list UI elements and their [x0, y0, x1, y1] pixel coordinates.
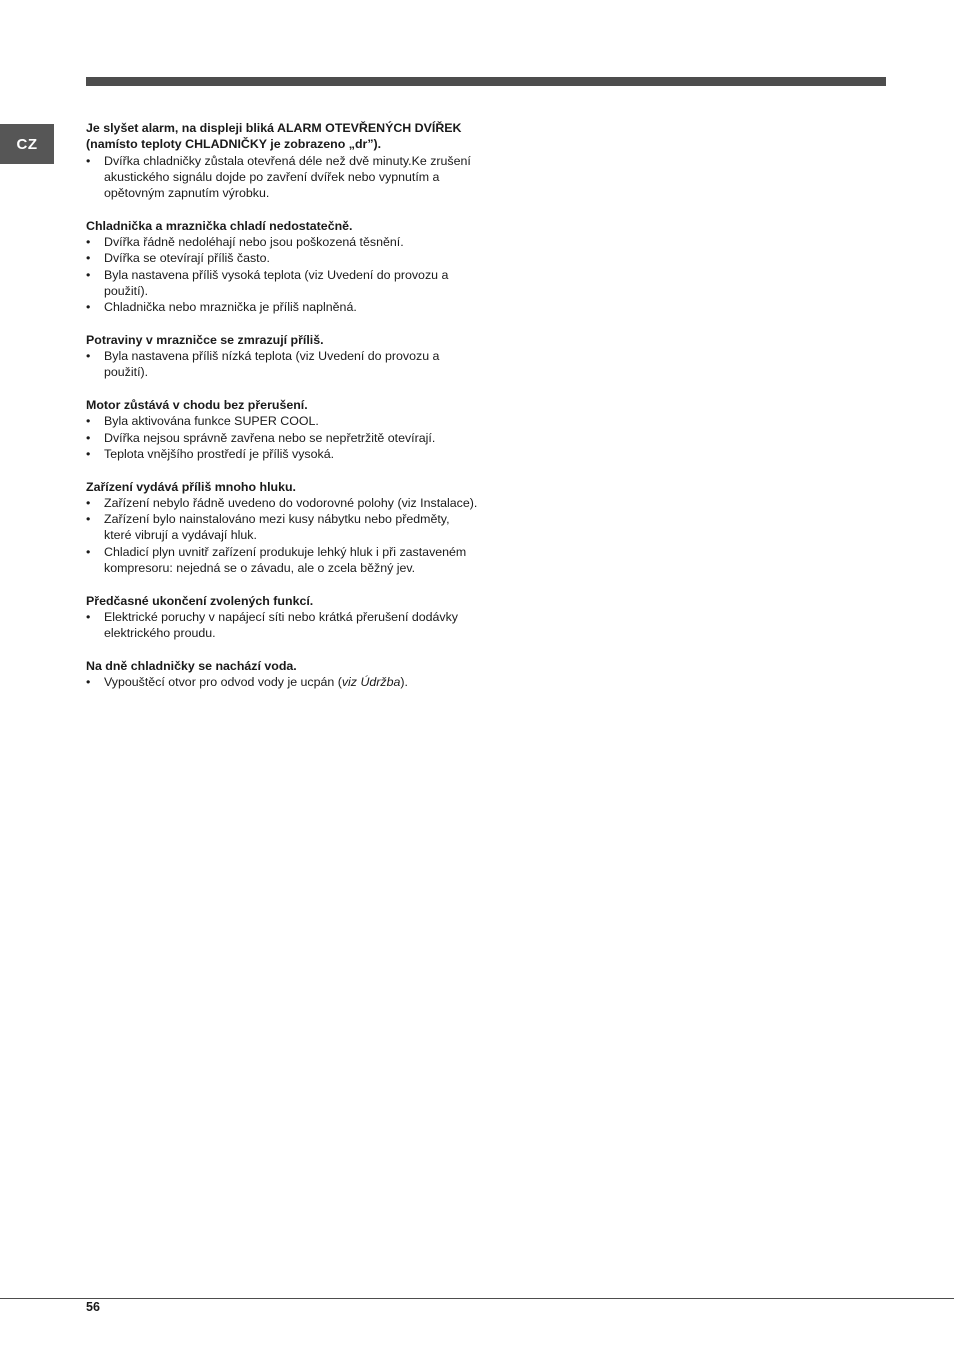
- item-list: [86, 153, 478, 202]
- list-item-text: Chladnička nebo mraznička je příliš naplněná.: [104, 300, 357, 315]
- section-water-bottom: [86, 658, 478, 691]
- list-item-text: Byla nastavena příliš vysoká teplota (viz Uvedení do provozu a použití).: [104, 267, 449, 298]
- section-heading: Motor zůstává v chodu bez přerušení.: [86, 398, 308, 413]
- list-item: [86, 153, 478, 202]
- list-item: [86, 511, 478, 544]
- section-over-freezing: [86, 332, 478, 381]
- bullet-icon: •: [86, 349, 91, 364]
- list-item: [86, 299, 478, 315]
- section-noise: [86, 479, 478, 577]
- section-heading: Předčasné ukončení zvolených funkcí.: [86, 593, 314, 608]
- list-item-text: [104, 675, 408, 689]
- bullet-icon: •: [86, 414, 91, 429]
- list-item-text: Zařízení bylo nainstalováno mezi kusy nábytku nebo předměty, které vibrují a vydávají hluk.: [104, 512, 450, 543]
- bullet-icon: •: [86, 430, 91, 445]
- bullet-icon: •: [86, 300, 91, 315]
- section-heading: Chladnička a mraznička chladí nedostatečně.: [86, 218, 353, 233]
- troubleshooting-content: [86, 120, 478, 707]
- list-item: [86, 495, 478, 511]
- list-item-text: Dvířka řádně nedoléhají nebo jsou poškozená těsnění.: [104, 235, 404, 250]
- section-heading: Na dně chladničky se nachází voda.: [86, 658, 297, 673]
- list-item-text: Zařízení nebylo řádně uvedeno do vodorovné polohy (viz Instalace).: [104, 495, 478, 510]
- list-item: [86, 544, 478, 577]
- top-rule: [86, 77, 886, 86]
- bullet-icon: •: [86, 512, 91, 527]
- list-item: [86, 446, 478, 462]
- item-list: [86, 495, 478, 576]
- bullet-icon: •: [86, 235, 91, 250]
- bullet-icon: •: [86, 267, 91, 282]
- bullet-icon: •: [86, 446, 91, 461]
- list-item-text: Dvířka nejsou správně zavřena nebo se nepřetržitě otevírají.: [104, 430, 436, 445]
- list-item: [86, 430, 478, 446]
- item-list: [86, 348, 478, 381]
- section-function-termination: [86, 593, 478, 642]
- item-list: [86, 609, 478, 642]
- bullet-icon: •: [86, 251, 91, 266]
- item-list: [86, 413, 478, 462]
- maintenance-reference: viz Údržba: [341, 675, 401, 690]
- list-item-text: Dvířka chladničky zůstala otevřená déle než dvě minuty.Ke zrušení akustického signálu dojde po zavření dvířek nebo vypnutím a opětovným zapnutím výrobku.: [104, 153, 471, 201]
- bullet-icon: •: [86, 153, 91, 168]
- list-item: [86, 609, 478, 642]
- list-item-text: Chladicí plyn uvnitř zařízení produkuje lehký hluk i při zastaveném kompresoru: nejedná se o závadu, ale o zcela běžný jev.: [104, 544, 467, 576]
- list-item-text: Dvířka se otevírají příliš často.: [104, 251, 270, 266]
- list-item: [86, 234, 478, 250]
- bullet-icon: •: [86, 609, 91, 624]
- list-item-text: Teplota vnějšího prostředí je příliš vysoká.: [104, 446, 335, 461]
- section-heading: Zařízení vydává příliš mnoho hluku.: [86, 479, 296, 494]
- list-item: [86, 413, 478, 429]
- section-motor-running: [86, 397, 478, 462]
- list-item-text: Byla aktivována funkce SUPER COOL.: [104, 414, 319, 429]
- section-insufficient-cooling: [86, 218, 478, 316]
- list-item-text: Elektrické poruchy v napájecí síti nebo krátká přerušení dodávky elektrického proudu.: [104, 609, 459, 641]
- bullet-icon: •: [86, 544, 91, 559]
- bullet-icon: •: [86, 495, 91, 510]
- list-item: [86, 250, 478, 266]
- list-item: [86, 674, 478, 690]
- section-heading: Je slyšet alarm, na displeji bliká ALARM OTEVŘENÝCH DVÍŘEK (namísto teploty CHLADNIČKY je zobrazeno „dr”).: [86, 121, 462, 152]
- list-item-text: Byla nastavena příliš nízká teplota (viz Uvedení do provozu a použití).: [104, 349, 440, 380]
- bullet-icon: •: [86, 675, 91, 690]
- language-tab: CZ: [0, 124, 54, 164]
- bottom-rule: [0, 1298, 954, 1299]
- list-item-text-end: ).: [400, 675, 408, 690]
- list-item: [86, 348, 478, 381]
- item-list: [86, 674, 478, 690]
- section-door-alarm: [86, 120, 478, 201]
- section-heading: Potraviny v mrazničce se zmrazují příliš.: [86, 332, 324, 347]
- list-item-text-start: Vypouštěcí otvor pro odvod vody je ucpán (: [104, 675, 342, 690]
- page-number: 56: [86, 1300, 100, 1314]
- list-item: [86, 267, 478, 300]
- item-list: [86, 234, 478, 315]
